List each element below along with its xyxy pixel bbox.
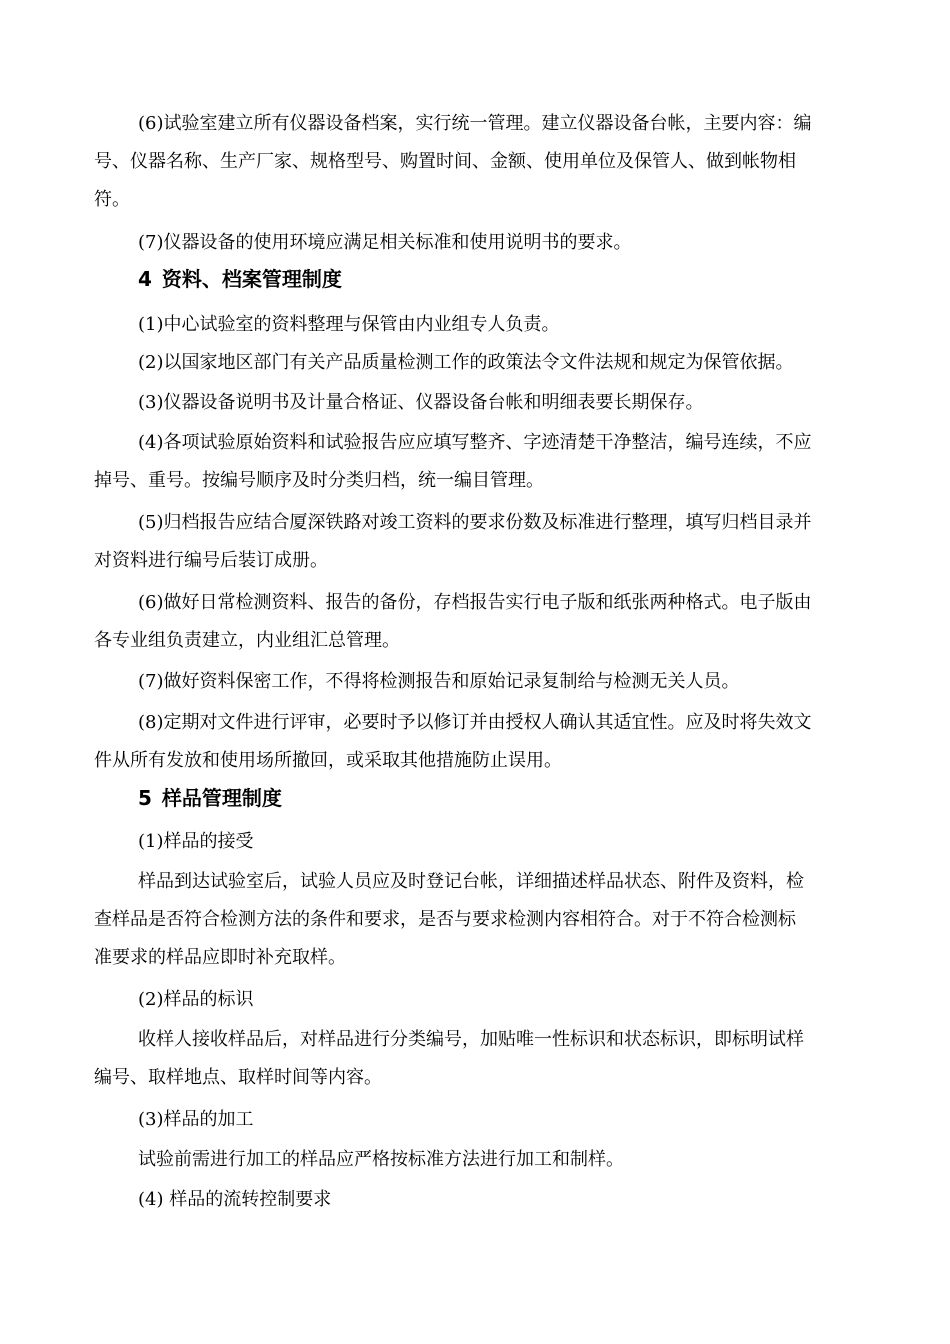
subsection-title: (3)样品的加工 (138, 1109, 254, 1130)
paragraph-line: 准要求的样品应即时补充取样。 (94, 947, 346, 968)
subsection-title: (1)样品的接受 (138, 831, 254, 852)
paragraph-line: 符。 (94, 189, 130, 210)
section-heading (138, 266, 342, 292)
paragraph-line: (6)做好日常检测资料、报告的备份，存档报告实行电子版和纸张两种格式。电子版由 (138, 592, 812, 613)
paragraph-line: (3)仪器设备说明书及计量合格证、仪器设备台帐和明细表要长期保存。 (138, 392, 704, 413)
paragraph-line: 掉号、重号。按编号顺序及时分类归档，统一编目管理。 (94, 470, 544, 491)
paragraph-line: (7)仪器设备的使用环境应满足相关标准和使用说明书的要求。 (138, 232, 632, 253)
paragraph-line: (1)中心试验室的资料整理与保管由内业组专人负责。 (138, 314, 560, 335)
section-title: 样品管理制度 (161, 786, 282, 810)
paragraph-line: 各专业组负责建立，内业组汇总管理。 (94, 630, 400, 651)
subsection-title: (4) 样品的流转控制要求 (138, 1189, 332, 1210)
paragraph-line: 对资料进行编号后装订成册。 (94, 550, 328, 571)
section-heading (138, 785, 282, 811)
paragraph-line: 查样品是否符合检测方法的条件和要求，是否与要求检测内容相符合。对于不符合检测标 (94, 909, 796, 930)
paragraph-line: 件从所有发放和使用场所撤回，或采取其他措施防止误用。 (94, 750, 562, 771)
paragraph-line: 收样人接收样品后，对样品进行分类编号，加贴唯一性标识和状态标识，即标明试样 (138, 1029, 804, 1050)
paragraph-line: (8)定期对文件进行评审，必要时予以修订并由授权人确认其适宜性。应及时将失效文 (138, 712, 812, 733)
section-number: 4 (138, 267, 152, 291)
paragraph-line: 试验前需进行加工的样品应严格按标准方法进行加工和制样。 (138, 1149, 624, 1170)
paragraph-line: 样品到达试验室后，试验人员应及时登记台帐，详细描述样品状态、附件及资料，检 (138, 871, 804, 892)
section-title: 资料、档案管理制度 (161, 267, 342, 291)
paragraph-line: (6)试验室建立所有仪器设备档案，实行统一管理。建立仪器设备台帐，主要内容：编 (138, 113, 812, 134)
paragraph-line: (4)各项试验原始资料和试验报告应应填写整齐、字迹清楚干净整洁，编号连续，不应 (138, 432, 812, 453)
section-number: 5 (138, 786, 152, 810)
paragraph-line: 号、仪器名称、生产厂家、规格型号、购置时间、金额、使用单位及保管人、做到帐物相 (94, 151, 796, 172)
paragraph-line: (2)以国家地区部门有关产品质量检测工作的政策法令文件法规和规定为保管依据。 (138, 352, 794, 373)
paragraph-line: 编号、取样地点、取样时间等内容。 (94, 1067, 382, 1088)
subsection-title: (2)样品的标识 (138, 989, 254, 1010)
paragraph-line: (7)做好资料保密工作，不得将检测报告和原始记录复制给与检测无关人员。 (138, 671, 740, 692)
paragraph-line: (5)归档报告应结合厦深铁路对竣工资料的要求份数及标准进行整理，填写归档目录并 (138, 512, 812, 533)
